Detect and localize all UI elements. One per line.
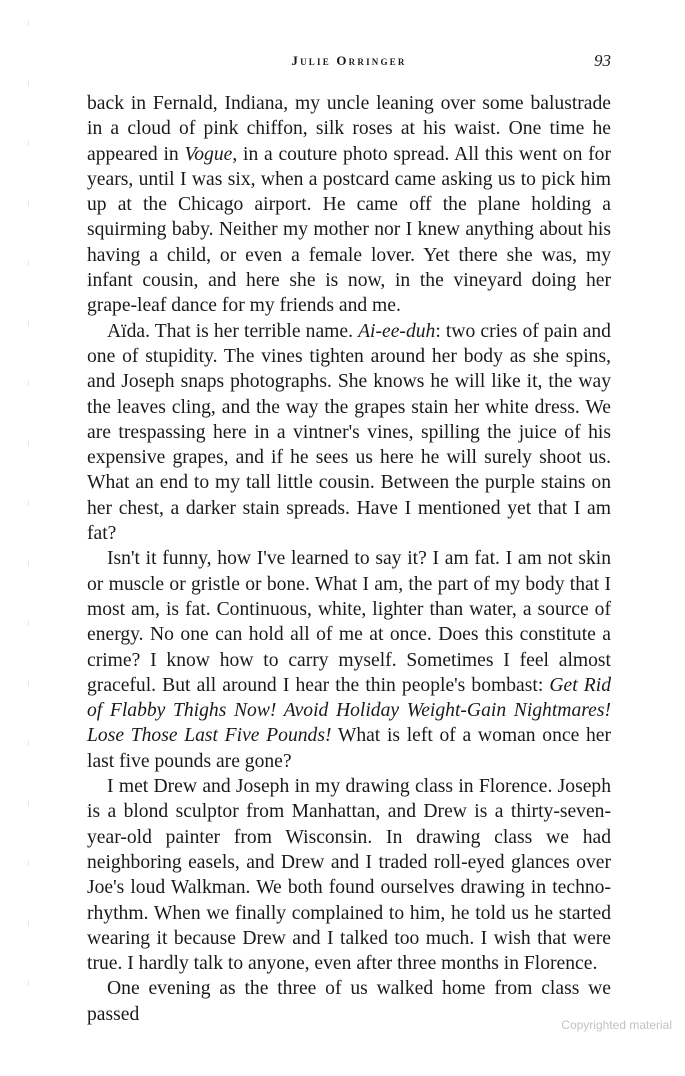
- text-run: back in Fernald, Indiana, my uncle leaning over some balustrade in a cloud of pink chiffon, silk roses at his waist. One time he appeared in: [87, 93, 611, 165]
- paragraph: [87, 774, 611, 976]
- text-run: What is left of a woman once her last five pounds are gone?: [87, 725, 611, 772]
- paragraph: [87, 319, 611, 547]
- text-run: I met Drew and Joseph in my drawing class in Florence. Joseph is a blond sculptor from Manhattan, and Drew is a thirty-seven-year-old painter from Wisconsin. In drawing class we had neighboring easels, and Drew and I traded roll-eyed glances over Joe's loud Walkman. We both found ourselves drawing in techno-rhythm. When we finally complained to him, he told us he started wearing it because Drew and I talked too much. I wish that were true. I hardly talk to anyone, even after three months in Florence.: [87, 776, 611, 975]
- italic-text: Get Rid of Flabby Thighs Now! Avoid Holiday Weight-Gain Nightmares! Lose Those Last Five Pounds!: [87, 674, 612, 747]
- page-number: 93: [594, 51, 611, 70]
- text-run: : two cries of pain and one of stupidity. The vines tighten around her body as she spins, and Joseph snaps photographs. She knows he will like it, the way the leaves cling, and the way the grapes stain her white dress. We are trespassing here in a vintner's vines, spilling the juice of his expensive grapes, and if he sees us here he will surely shoot us. What an end to my tall little cousin. Between the purple stains on her chest, a darker stain spreads. Have I mentioned yet that I am fat?: [87, 320, 611, 545]
- paragraph: [87, 91, 611, 319]
- text-run: Isn't it funny, how I've learned to say it? I am fat. I am not skin or muscle or gristle or bone. What I am, the part of my body that I most am, is fat. Continuous, white, lighter than water, a source of energy. No one can hold all of me at once. Does this constitute a crime? I know how to carry myself. Sometimes I feel almost graceful. But all around I hear the thin people's bombast:: [87, 548, 611, 696]
- scan-gutter-marks: [28, 20, 29, 1020]
- paragraph: [87, 546, 611, 774]
- text-run: One evening as the three of us walked home from class we passed: [87, 978, 611, 1025]
- paragraph: [87, 976, 611, 1027]
- running-head-author: Julie Orringer: [291, 53, 407, 68]
- copyright-watermark: Copyrighted material: [561, 1018, 672, 1032]
- running-head: [87, 53, 611, 75]
- text-run: , in a couture photo spread. All this went on for years, until I was six, when a postcard came asking us to pick him up at the Chicago airport. He came off the plane holding a squirming baby. Neither my mother nor I knew anything about his having a child, or even a female lover. Yet there she was, my infant cousin, and here she is now, in the vineyard doing her grape-leaf dance for my friends and me.: [87, 143, 611, 317]
- body-text: [87, 91, 611, 1027]
- italic-text: Vogue: [184, 143, 233, 165]
- italic-text: Ai-ee-duh: [358, 320, 436, 342]
- text-run: Aïda. That is her terrible name.: [107, 320, 359, 342]
